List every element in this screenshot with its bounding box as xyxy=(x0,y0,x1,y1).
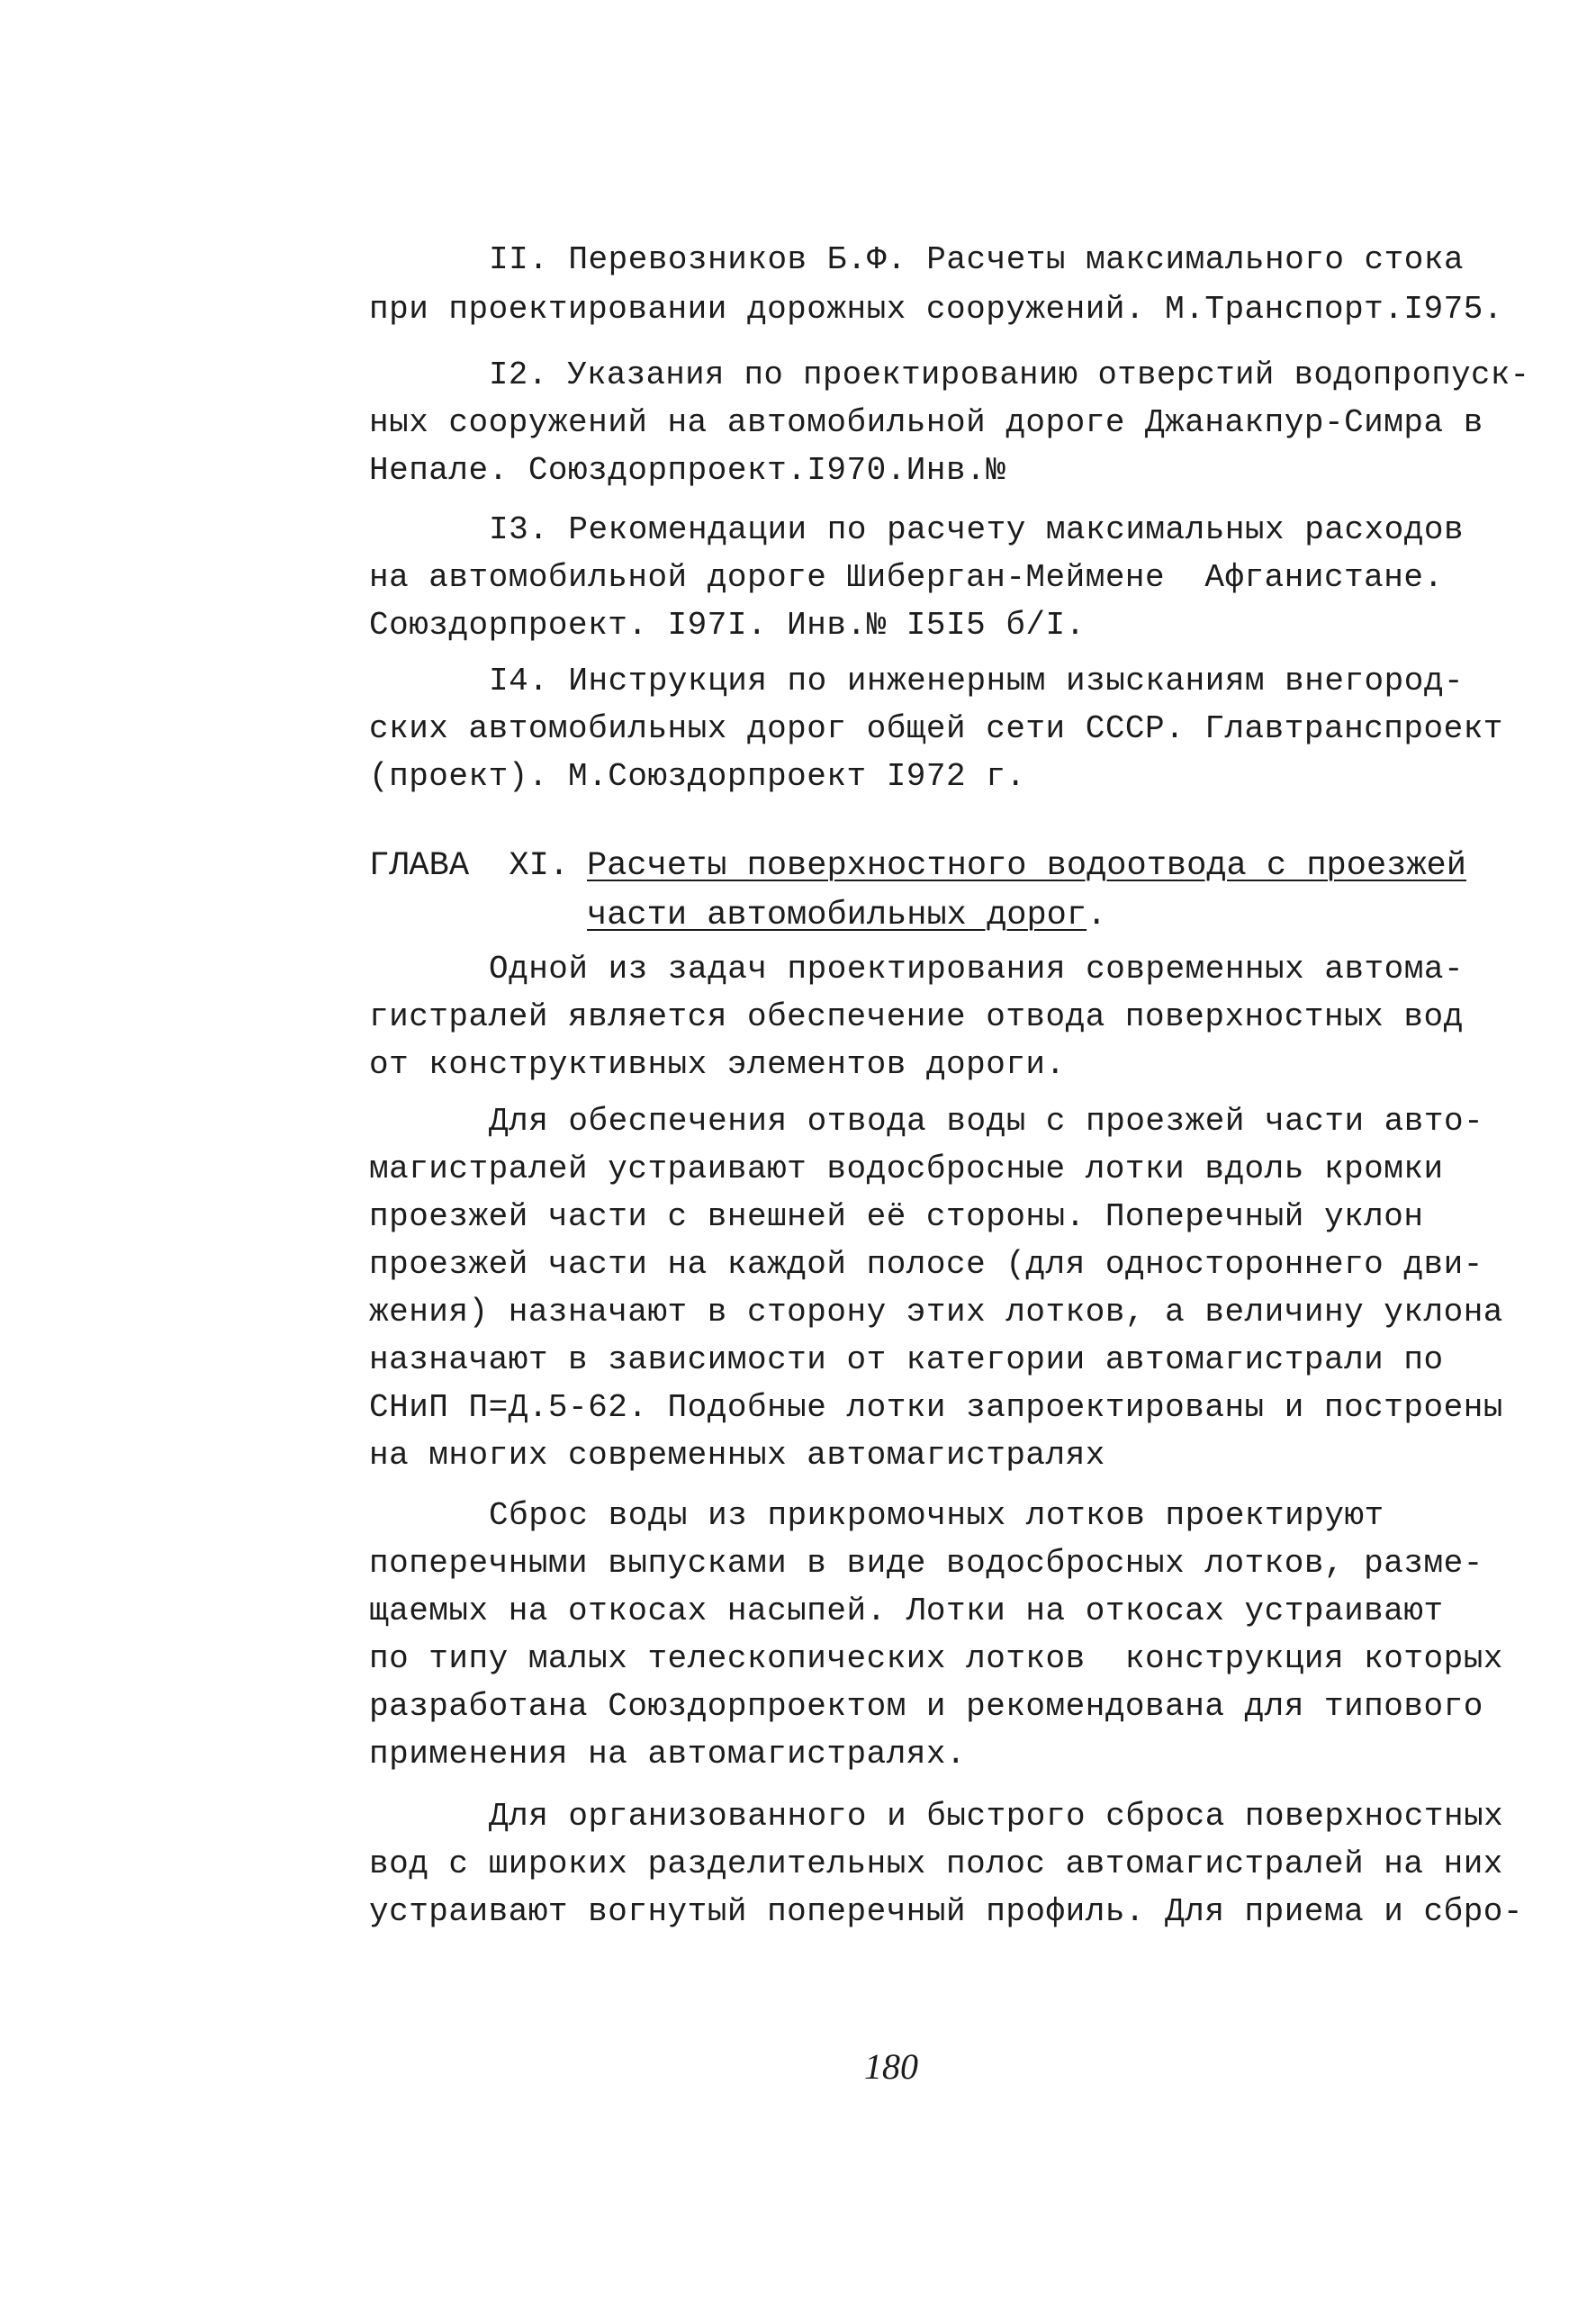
text-line: СНиП П=Д.5-62. Подобные лотки запроектированы и построены xyxy=(369,1389,1503,1426)
text-line: от конструктивных элементов дороги. xyxy=(369,1046,1066,1083)
text-line: разработана Союздорпроектом и рекомендована для типового xyxy=(369,1688,1483,1725)
text-line: Непале. Союздорпроект.I970.Инв.№ xyxy=(369,452,1006,489)
text-line: на автомобильной дороге Шиберган-Меймене Афганистане. xyxy=(369,559,1444,596)
chapter-title-period: . xyxy=(1087,897,1107,934)
text-line: Союздорпроект. I97I. Инв.№ I5I5 б/I. xyxy=(369,607,1086,644)
text-line: назначают в зависимости от категории автомагистрали по xyxy=(369,1341,1444,1378)
text-line: Сброс воды из прикромочных лотков проектируют xyxy=(489,1497,1384,1534)
text-line: (проект). М.Союздорпроект I972 г. xyxy=(369,758,1026,795)
text-line: проезжей части на каждой полосе (для одностороннего дви- xyxy=(369,1246,1483,1283)
text-line: щаемых на откосах насыпей. Лотки на откосах устраивают xyxy=(369,1593,1444,1629)
text-line: жения) назначают в сторону этих лотков, а величину уклона xyxy=(369,1294,1503,1331)
text-line: Для организованного и быстрого сброса поверхностных xyxy=(489,1798,1504,1835)
text-line: ских автомобильных дорог общей сети СССР. Главтранспроект xyxy=(369,710,1503,747)
text-line: на многих современных автомагистралях xyxy=(369,1437,1105,1474)
text-line: магистралей устраивают водосбросные лотки вдоль кромки xyxy=(369,1150,1444,1187)
text-line: гистралей является обеспечение отвода поверхностных вод xyxy=(369,998,1464,1035)
text-line: поперечными выпусками в виде водосбросных лотков, разме- xyxy=(369,1545,1483,1582)
text-line: ных сооружений на автомобильной дороге Джанакпур-Симра в xyxy=(369,404,1483,441)
text-line: II. Перевозников Б.Ф. Расчеты максимального стока xyxy=(489,241,1465,278)
text-line: при проектировании дорожных сооружений. М.Транспорт.I975. xyxy=(369,291,1503,328)
chapter-title-line-1: Расчеты поверхностного водоотвода с проезжей xyxy=(587,847,1466,885)
chapter-label: ГЛАВА XI. xyxy=(369,847,570,885)
text-line: вод с широких разделительных полос автомагистралей на них xyxy=(369,1845,1503,1882)
chapter-title-line-2: части автомобильных дорог xyxy=(587,897,1087,934)
chapter-title-line-2-wrap xyxy=(587,896,1106,935)
text-line: Для обеспечения отвода воды с проезжей части авто- xyxy=(489,1103,1484,1140)
text-line: I2. Указания по проектированию отверстий водопропуск- xyxy=(489,356,1530,393)
text-line: по типу малых телескопических лотков конструкция которых xyxy=(369,1640,1503,1677)
text-line: проезжей части с внешней её стороны. Поперечный уклон xyxy=(369,1198,1424,1235)
page-number: 180 xyxy=(864,2046,918,2087)
text-line: I3. Рекомендации по расчету максимальных расходов xyxy=(489,511,1465,548)
text-line: Одной из задач проектирования современных автома- xyxy=(489,951,1465,988)
text-line: I4. Инструкция по инженерным изысканиям внегород- xyxy=(489,663,1465,699)
text-line: применения на автомагистралях. xyxy=(369,1736,967,1773)
text-line: устраивают вогнутый поперечный профиль. Для приема и сбро- xyxy=(369,1893,1524,1930)
